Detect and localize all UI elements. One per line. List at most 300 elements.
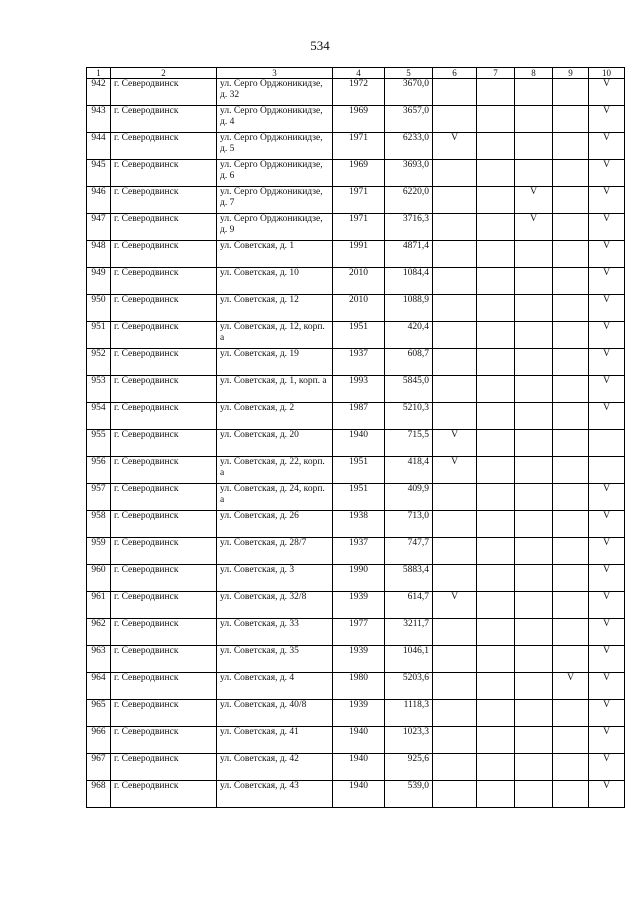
- mark-col-9: [553, 214, 589, 241]
- mark-col-6: [433, 619, 477, 646]
- table-row: [87, 106, 625, 133]
- table-row: [87, 187, 625, 214]
- row-number: 945: [87, 160, 111, 187]
- mark-col-8: [515, 349, 553, 376]
- table-row: [87, 322, 625, 349]
- mark-col-7: [477, 322, 515, 349]
- mark-col-7: [477, 187, 515, 214]
- mark-col-9: [553, 727, 589, 754]
- year-cell: 1977: [333, 619, 385, 646]
- city-cell: г. Северодвинск: [111, 538, 217, 565]
- table-row: [87, 349, 625, 376]
- mark-col-7: [477, 511, 515, 538]
- address-cell: ул. Советская, д. 24, корп. а: [217, 484, 333, 511]
- mark-col-7: [477, 79, 515, 106]
- mark-col-8: [515, 106, 553, 133]
- mark-col-8: [515, 241, 553, 268]
- row-number: 963: [87, 646, 111, 673]
- area-cell: 5883,4: [385, 565, 433, 592]
- row-number: 946: [87, 187, 111, 214]
- mark-col-10: V: [589, 565, 625, 592]
- mark-col-6: [433, 376, 477, 403]
- mark-col-8: [515, 592, 553, 619]
- city-cell: г. Северодвинск: [111, 700, 217, 727]
- table-row: [87, 781, 625, 808]
- mark-col-6: [433, 268, 477, 295]
- address-cell: ул. Серго Орджоникидзе, д. 4: [217, 106, 333, 133]
- address-cell: ул. Советская, д. 22, корп. а: [217, 457, 333, 484]
- year-cell: 1939: [333, 700, 385, 727]
- mark-col-8: [515, 619, 553, 646]
- column-header: 1: [87, 68, 111, 79]
- city-cell: г. Северодвинск: [111, 565, 217, 592]
- area-cell: 715,5: [385, 430, 433, 457]
- mark-col-6: [433, 484, 477, 511]
- mark-col-6: V: [433, 457, 477, 484]
- mark-col-10: V: [589, 241, 625, 268]
- year-cell: 1951: [333, 322, 385, 349]
- mark-col-6: [433, 538, 477, 565]
- table-row: [87, 700, 625, 727]
- mark-col-8: V: [515, 187, 553, 214]
- table-row: [87, 646, 625, 673]
- area-cell: 1084,4: [385, 268, 433, 295]
- mark-col-7: [477, 376, 515, 403]
- area-cell: 1046,1: [385, 646, 433, 673]
- mark-col-7: [477, 754, 515, 781]
- mark-col-10: V: [589, 754, 625, 781]
- mark-col-6: [433, 565, 477, 592]
- mark-col-9: [553, 700, 589, 727]
- mark-col-9: [553, 268, 589, 295]
- mark-col-6: [433, 754, 477, 781]
- city-cell: г. Северодвинск: [111, 79, 217, 106]
- mark-col-7: [477, 160, 515, 187]
- mark-col-7: [477, 619, 515, 646]
- mark-col-10: V: [589, 295, 625, 322]
- mark-col-6: [433, 403, 477, 430]
- table-row: [87, 376, 625, 403]
- mark-col-7: [477, 700, 515, 727]
- mark-col-9: [553, 484, 589, 511]
- city-cell: г. Северодвинск: [111, 646, 217, 673]
- mark-col-8: [515, 565, 553, 592]
- mark-col-10: V: [589, 781, 625, 808]
- area-cell: 614,7: [385, 592, 433, 619]
- address-cell: ул. Советская, д. 41: [217, 727, 333, 754]
- table-row: [87, 565, 625, 592]
- city-cell: г. Северодвинск: [111, 673, 217, 700]
- mark-col-8: [515, 430, 553, 457]
- row-number: 967: [87, 754, 111, 781]
- address-cell: ул. Серго Орджоникидзе, д. 9: [217, 214, 333, 241]
- row-number: 954: [87, 403, 111, 430]
- mark-col-10: V: [589, 592, 625, 619]
- row-number: 951: [87, 322, 111, 349]
- year-cell: 1938: [333, 511, 385, 538]
- table-row: [87, 673, 625, 700]
- mark-col-6: [433, 295, 477, 322]
- address-cell: ул. Советская, д. 33: [217, 619, 333, 646]
- table-row: [87, 484, 625, 511]
- address-cell: ул. Советская, д. 40/8: [217, 700, 333, 727]
- row-number: 943: [87, 106, 111, 133]
- mark-col-8: [515, 646, 553, 673]
- year-cell: 1969: [333, 160, 385, 187]
- mark-col-8: [515, 457, 553, 484]
- row-number: 952: [87, 349, 111, 376]
- mark-col-7: [477, 106, 515, 133]
- column-header: 6: [433, 68, 477, 79]
- address-cell: ул. Советская, д. 12: [217, 295, 333, 322]
- mark-col-8: [515, 484, 553, 511]
- row-number: 957: [87, 484, 111, 511]
- mark-col-7: [477, 538, 515, 565]
- column-header: 4: [333, 68, 385, 79]
- mark-col-6: [433, 322, 477, 349]
- mark-col-8: [515, 376, 553, 403]
- city-cell: г. Северодвинск: [111, 133, 217, 160]
- year-cell: 1951: [333, 484, 385, 511]
- mark-col-8: [515, 673, 553, 700]
- mark-col-9: [553, 133, 589, 160]
- table-row: [87, 79, 625, 106]
- area-cell: 5210,3: [385, 403, 433, 430]
- mark-col-10: V: [589, 403, 625, 430]
- area-cell: 747,7: [385, 538, 433, 565]
- area-cell: 4871,4: [385, 241, 433, 268]
- year-cell: 1940: [333, 754, 385, 781]
- address-cell: ул. Советская, д. 32/8: [217, 592, 333, 619]
- address-cell: ул. Советская, д. 43: [217, 781, 333, 808]
- year-cell: 1969: [333, 106, 385, 133]
- city-cell: г. Северодвинск: [111, 241, 217, 268]
- city-cell: г. Северодвинск: [111, 295, 217, 322]
- mark-col-10: V: [589, 214, 625, 241]
- mark-col-10: V: [589, 727, 625, 754]
- city-cell: г. Северодвинск: [111, 592, 217, 619]
- mark-col-9: [553, 160, 589, 187]
- year-cell: 1951: [333, 457, 385, 484]
- mark-col-10: V: [589, 349, 625, 376]
- table-row: [87, 619, 625, 646]
- table-row: [87, 457, 625, 484]
- mark-col-9: [553, 403, 589, 430]
- mark-col-7: [477, 646, 515, 673]
- city-cell: г. Северодвинск: [111, 754, 217, 781]
- column-header: 8: [515, 68, 553, 79]
- mark-col-9: [553, 457, 589, 484]
- city-cell: г. Северодвинск: [111, 160, 217, 187]
- mark-col-9: [553, 106, 589, 133]
- area-cell: 420,4: [385, 322, 433, 349]
- year-cell: 1971: [333, 187, 385, 214]
- city-cell: г. Северодвинск: [111, 349, 217, 376]
- row-number: 958: [87, 511, 111, 538]
- mark-col-6: [433, 214, 477, 241]
- mark-col-9: [553, 646, 589, 673]
- year-cell: 1940: [333, 430, 385, 457]
- address-cell: ул. Советская, д. 3: [217, 565, 333, 592]
- year-cell: 1971: [333, 133, 385, 160]
- mark-col-7: [477, 484, 515, 511]
- row-number: 965: [87, 700, 111, 727]
- page-number: 534: [310, 38, 330, 53]
- row-number: 950: [87, 295, 111, 322]
- mark-col-9: [553, 511, 589, 538]
- mark-col-8: [515, 538, 553, 565]
- row-number: 962: [87, 619, 111, 646]
- row-number: 942: [87, 79, 111, 106]
- area-cell: 1023,3: [385, 727, 433, 754]
- area-cell: 418,4: [385, 457, 433, 484]
- mark-col-10: V: [589, 673, 625, 700]
- column-header: 5: [385, 68, 433, 79]
- mark-col-10: V: [589, 619, 625, 646]
- year-cell: 2010: [333, 295, 385, 322]
- area-cell: 1088,9: [385, 295, 433, 322]
- mark-col-7: [477, 268, 515, 295]
- area-cell: 608,7: [385, 349, 433, 376]
- city-cell: г. Северодвинск: [111, 187, 217, 214]
- table-row: [87, 268, 625, 295]
- mark-col-10: V: [589, 322, 625, 349]
- mark-col-6: V: [433, 430, 477, 457]
- mark-col-8: [515, 160, 553, 187]
- address-cell: ул. Серго Орджоникидзе, д. 32: [217, 79, 333, 106]
- mark-col-10: V: [589, 646, 625, 673]
- year-cell: 1939: [333, 646, 385, 673]
- mark-col-8: [515, 727, 553, 754]
- row-number: 961: [87, 592, 111, 619]
- mark-col-10: V: [589, 376, 625, 403]
- row-number: 949: [87, 268, 111, 295]
- area-cell: 6220,0: [385, 187, 433, 214]
- row-number: 966: [87, 727, 111, 754]
- address-cell: ул. Советская, д. 28/7: [217, 538, 333, 565]
- area-cell: 6233,0: [385, 133, 433, 160]
- mark-col-9: [553, 241, 589, 268]
- mark-col-9: [553, 430, 589, 457]
- year-cell: 1980: [333, 673, 385, 700]
- mark-col-6: [433, 79, 477, 106]
- table-row: [87, 241, 625, 268]
- mark-col-6: [433, 349, 477, 376]
- year-cell: 1991: [333, 241, 385, 268]
- row-number: 959: [87, 538, 111, 565]
- mark-col-10: V: [589, 268, 625, 295]
- column-header: 7: [477, 68, 515, 79]
- mark-col-7: [477, 565, 515, 592]
- mark-col-7: [477, 214, 515, 241]
- mark-col-6: [433, 511, 477, 538]
- mark-col-6: [433, 700, 477, 727]
- mark-col-6: [433, 673, 477, 700]
- address-cell: ул. Советская, д. 19: [217, 349, 333, 376]
- address-cell: ул. Советская, д. 42: [217, 754, 333, 781]
- table-row: [87, 727, 625, 754]
- table-row: [87, 295, 625, 322]
- year-cell: 1937: [333, 349, 385, 376]
- table-row: [87, 592, 625, 619]
- mark-col-10: V: [589, 511, 625, 538]
- row-number: 968: [87, 781, 111, 808]
- row-number: 956: [87, 457, 111, 484]
- address-cell: ул. Серго Орджоникидзе, д. 7: [217, 187, 333, 214]
- year-cell: 2010: [333, 268, 385, 295]
- mark-col-8: [515, 268, 553, 295]
- mark-col-7: [477, 295, 515, 322]
- mark-col-6: [433, 727, 477, 754]
- year-cell: 1939: [333, 592, 385, 619]
- mark-col-6: V: [433, 133, 477, 160]
- table-row: [87, 754, 625, 781]
- mark-col-9: [553, 754, 589, 781]
- table-row: [87, 214, 625, 241]
- mark-col-7: [477, 133, 515, 160]
- mark-col-6: [433, 781, 477, 808]
- city-cell: г. Северодвинск: [111, 106, 217, 133]
- address-cell: ул. Советская, д. 4: [217, 673, 333, 700]
- area-cell: 3716,3: [385, 214, 433, 241]
- mark-col-8: V: [515, 214, 553, 241]
- mark-col-7: [477, 430, 515, 457]
- address-cell: ул. Советская, д. 1, корп. а: [217, 376, 333, 403]
- housing-registry-table: [86, 67, 625, 808]
- row-number: 955: [87, 430, 111, 457]
- mark-col-7: [477, 241, 515, 268]
- mark-col-6: [433, 106, 477, 133]
- city-cell: г. Северодвинск: [111, 457, 217, 484]
- address-cell: ул. Серго Орджоникидзе, д. 5: [217, 133, 333, 160]
- row-number: 953: [87, 376, 111, 403]
- mark-col-8: [515, 754, 553, 781]
- table-row: [87, 511, 625, 538]
- mark-col-9: [553, 565, 589, 592]
- header-row: [87, 68, 625, 79]
- mark-col-7: [477, 673, 515, 700]
- address-cell: ул. Советская, д. 10: [217, 268, 333, 295]
- address-cell: ул. Советская, д. 35: [217, 646, 333, 673]
- area-cell: 713,0: [385, 511, 433, 538]
- year-cell: 1937: [333, 538, 385, 565]
- mark-col-8: [515, 322, 553, 349]
- mark-col-9: [553, 592, 589, 619]
- city-cell: г. Северодвинск: [111, 484, 217, 511]
- area-cell: 3670,0: [385, 79, 433, 106]
- mark-col-9: [553, 538, 589, 565]
- table-body: [87, 79, 625, 808]
- mark-col-6: [433, 160, 477, 187]
- area-cell: 539,0: [385, 781, 433, 808]
- area-cell: 5203,6: [385, 673, 433, 700]
- city-cell: г. Северодвинск: [111, 511, 217, 538]
- mark-col-9: [553, 619, 589, 646]
- mark-col-9: [553, 187, 589, 214]
- mark-col-8: [515, 781, 553, 808]
- area-cell: 1118,3: [385, 700, 433, 727]
- address-cell: ул. Советская, д. 26: [217, 511, 333, 538]
- mark-col-7: [477, 457, 515, 484]
- mark-col-8: [515, 403, 553, 430]
- city-cell: г. Северодвинск: [111, 430, 217, 457]
- row-number: 944: [87, 133, 111, 160]
- address-cell: ул. Советская, д. 12, корп. а: [217, 322, 333, 349]
- mark-col-10: V: [589, 106, 625, 133]
- city-cell: г. Северодвинск: [111, 322, 217, 349]
- column-header: 10: [589, 68, 625, 79]
- area-cell: 409,9: [385, 484, 433, 511]
- row-number: 947: [87, 214, 111, 241]
- mark-col-8: [515, 700, 553, 727]
- mark-col-10: [589, 457, 625, 484]
- column-header: 2: [111, 68, 217, 79]
- mark-col-7: [477, 592, 515, 619]
- year-cell: 1990: [333, 565, 385, 592]
- mark-col-7: [477, 403, 515, 430]
- mark-col-10: V: [589, 538, 625, 565]
- city-cell: г. Северодвинск: [111, 403, 217, 430]
- area-cell: 3693,0: [385, 160, 433, 187]
- mark-col-9: [553, 376, 589, 403]
- city-cell: г. Северодвинск: [111, 268, 217, 295]
- mark-col-8: [515, 511, 553, 538]
- year-cell: 1972: [333, 79, 385, 106]
- mark-col-10: V: [589, 133, 625, 160]
- address-cell: ул. Советская, д. 1: [217, 241, 333, 268]
- mark-col-8: [515, 79, 553, 106]
- mark-col-10: V: [589, 187, 625, 214]
- address-cell: ул. Советская, д. 20: [217, 430, 333, 457]
- mark-col-10: [589, 430, 625, 457]
- table-row: [87, 430, 625, 457]
- year-cell: 1940: [333, 781, 385, 808]
- address-cell: ул. Советская, д. 2: [217, 403, 333, 430]
- city-cell: г. Северодвинск: [111, 727, 217, 754]
- mark-col-10: V: [589, 484, 625, 511]
- area-cell: 5845,0: [385, 376, 433, 403]
- mark-col-9: [553, 349, 589, 376]
- row-number: 960: [87, 565, 111, 592]
- year-cell: 1940: [333, 727, 385, 754]
- year-cell: 1987: [333, 403, 385, 430]
- mark-col-6: V: [433, 592, 477, 619]
- area-cell: 3657,0: [385, 106, 433, 133]
- city-cell: г. Северодвинск: [111, 214, 217, 241]
- year-cell: 1971: [333, 214, 385, 241]
- table-row: [87, 403, 625, 430]
- table-row: [87, 160, 625, 187]
- mark-col-9: V: [553, 673, 589, 700]
- mark-col-8: [515, 133, 553, 160]
- mark-col-7: [477, 727, 515, 754]
- row-number: 948: [87, 241, 111, 268]
- mark-col-9: [553, 79, 589, 106]
- mark-col-10: V: [589, 160, 625, 187]
- table-row: [87, 133, 625, 160]
- area-cell: 925,6: [385, 754, 433, 781]
- mark-col-9: [553, 781, 589, 808]
- area-cell: 3211,7: [385, 619, 433, 646]
- mark-col-8: [515, 295, 553, 322]
- table-row: [87, 538, 625, 565]
- mark-col-9: [553, 295, 589, 322]
- mark-col-9: [553, 322, 589, 349]
- mark-col-6: [433, 187, 477, 214]
- mark-col-7: [477, 781, 515, 808]
- city-cell: г. Северодвинск: [111, 619, 217, 646]
- address-cell: ул. Серго Орджоникидзе, д. 6: [217, 160, 333, 187]
